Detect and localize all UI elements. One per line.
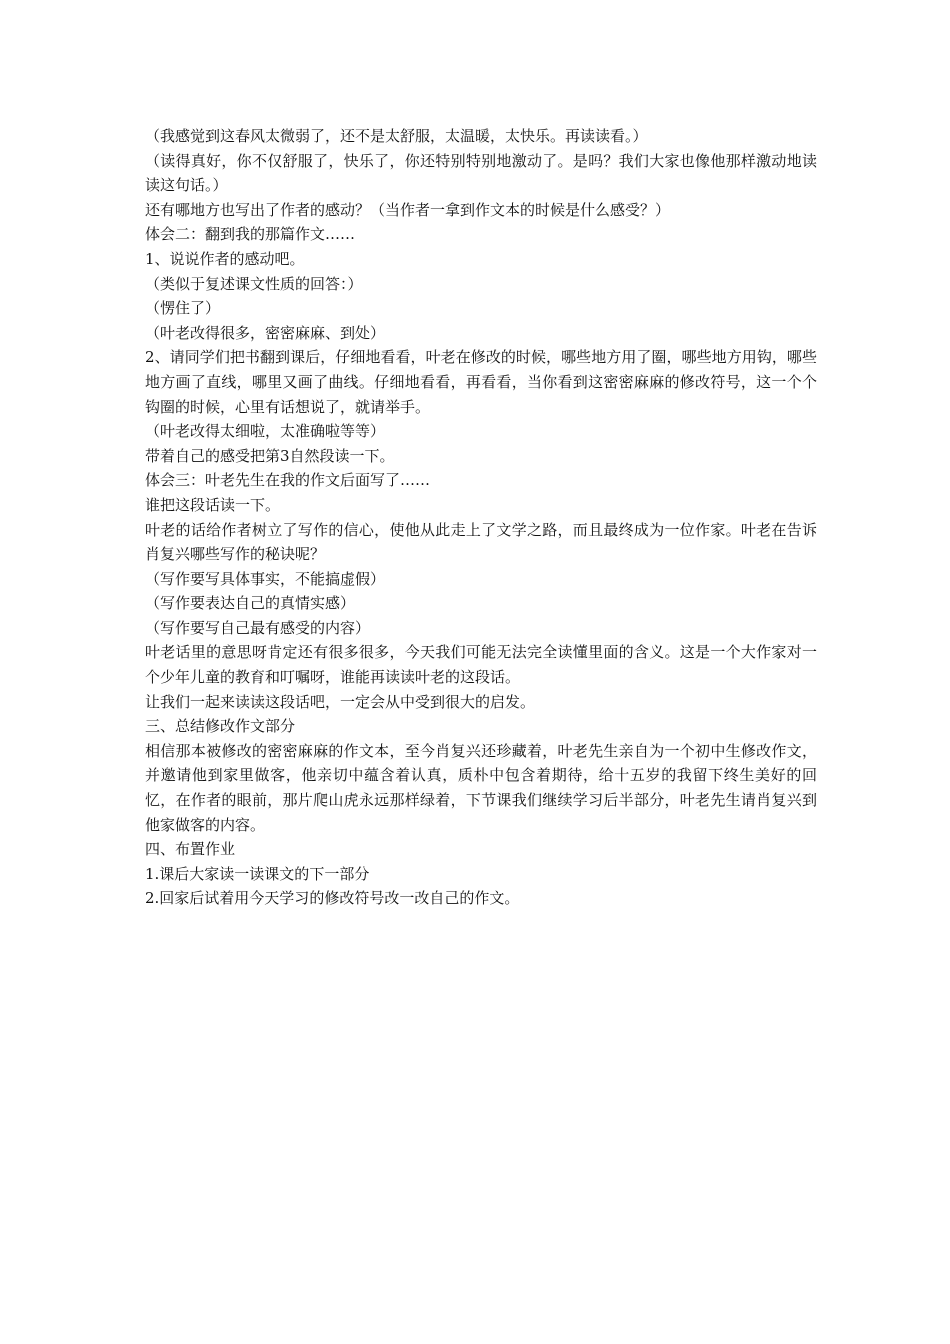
section-heading: 体会二：翻到我的那篇作文…… (145, 225, 356, 244)
paragraph: 谁把这段话读一下。 (145, 495, 281, 514)
paragraph: （叶老改得太细啦，太准确啦等等） (145, 422, 386, 441)
section-heading: 三、总结修改作文部分 (145, 717, 296, 736)
paragraph: （写作要写具体事实，不能搞虚假） (145, 569, 386, 588)
paragraph: （写作要写自己最有感受的内容） (145, 618, 371, 637)
paragraph: 让我们一起来读读这段话吧，一定会从中受到很大的启发。 (145, 692, 536, 711)
list-item: 1.课后大家读一读课文的下一部分 (145, 864, 370, 883)
paragraph: （写作要表达自己的真情实感） (145, 594, 356, 613)
section-heading: 四、布置作业 (145, 840, 236, 859)
paragraph: （叶老改得很多，密密麻麻、到处） (145, 323, 386, 342)
paragraph: 带着自己的感受把第3自然段读一下。 (145, 446, 395, 465)
paragraph: 1、说说作者的感动吧。 (145, 249, 305, 268)
section-heading: 体会三：叶老先生在我的作文后面写了…… (145, 471, 431, 490)
list-item: 2.回家后试着用今天学习的修改符号改一改自己的作文。 (145, 889, 520, 908)
paragraph: 2、请同学们把书翻到课后，仔细地看看，叶老在修改的时候，哪些地方用了圈，哪些地方用钩，哪些地方画了直线，哪里又画了曲线。仔细地看看，再看看，当你看到这密密麻麻的修改符号，这一个个钩圈的时候，心里有话想说了，就请举手。 (145, 348, 817, 416)
paragraph: 还有哪地方也写出了作者的感动？（当作者一拿到作文本的时候是什么感受？） (145, 200, 671, 219)
document-body (145, 124, 817, 911)
paragraph: （类似于复述课文性质的回答：） (145, 274, 363, 293)
paragraph: 叶老的话给作者树立了写作的信心，使他从此走上了文学之路，而且最终成为一位作家。叶老在告诉肖复兴哪些写作的秘诀呢？ (145, 520, 817, 564)
paragraph: （愣住了） (145, 299, 221, 318)
paragraph: 相信那本被修改的密密麻麻的作文本，至今肖复兴还珍藏着，叶老先生亲自为一个初中生修改作文，并邀请他到家里做客，他亲切中蕴含着认真，质朴中包含着期待，给十五岁的我留下终生美好的回忆，在作者的眼前，那片爬山虎永远那样绿着，下节课我们继续学习后半部分，叶老先生请肖复兴到他家做客的内容。 (145, 741, 817, 834)
paragraph: 叶老话里的意思呀肯定还有很多很多，今天我们可能无法完全读懂里面的含义。这是一个大作家对一个少年儿童的教育和叮嘱呀，谁能再读读叶老的这段话。 (145, 643, 817, 687)
paragraph: （我感觉到这春风太微弱了，还不是太舒服，太温暖，太快乐。再读读看。） (145, 127, 648, 145)
paragraph: （读得真好，你不仅舒服了，快乐了，你还特别特别地激动了。是吗？我们大家也像他那样激动地读读这句话。） (145, 151, 817, 195)
